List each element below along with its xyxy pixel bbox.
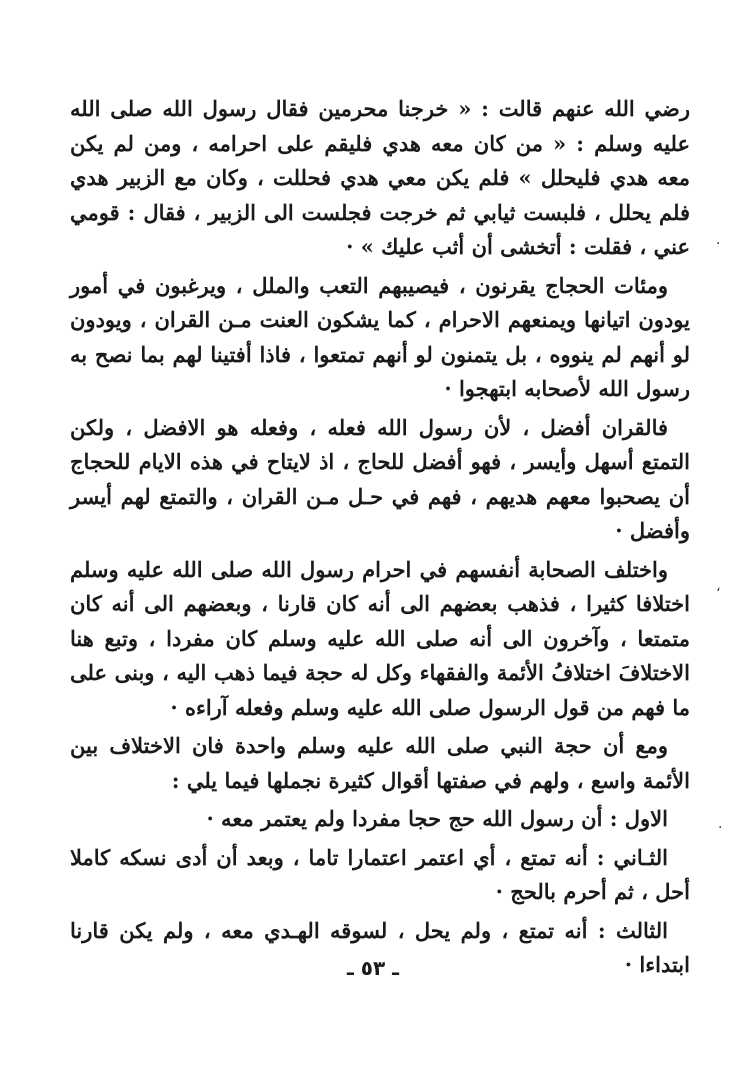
margin-mark: . xyxy=(718,816,723,832)
margin-mark: ، xyxy=(716,579,721,595)
paragraph-6: الاول : أن رسول الله حج حجا مفردا ولم يعتمر معه · xyxy=(206,806,668,831)
paragraph-2: ومئات الحجاج يقرنون ، فيصيبهم التعب والملل ، ويرغبون في أمور يودون اتيانها ويمنعهم الاحرام ، كما يشكون العنت مـن القران ، ويودون لو أنهم لم ينووه ، بل يتمنون لو أنهم تمتعوا ، فاذا أفتينا لهم بما نصح به رسول الله لأصحابه ابتهجوا · xyxy=(70,272,690,401)
margin-mark: . xyxy=(716,232,721,248)
paragraph-8: الثالث : أنه تمتع ، ولم يحل ، لسوقه الهـدي معه ، ولم يكن قارنا ابتداءا · xyxy=(70,917,690,977)
page-number: ـ ٥٣ ـ xyxy=(346,956,400,980)
paragraph-7: الثـاني : أنه تمتع ، أي اعتمر اعتمارا تاما ، وبعد أن أدى نسكه كاملا أحل ، ثم أحرم بالحج · xyxy=(70,844,690,904)
paragraph-4: واختلف الصحابة أنفسهم في احرام رسول الله صلى الله عليه وسلم اختلافا كثيرا ، فذهب بعضهم الى أنه كان قارنا ، وبعضهم الى أنه كان متمتعا ، وآخرون الى أنه صلى الله عليه وسلم كان مفردا ، وتبع هنا الاختلافَ اختلافُ الأئمة والفقهاء وكل له حجة فيما ذهب اليه ، وبنى على ما فهم من قول الرسول صلى الله عليه وسلم وفعله آراءه · xyxy=(70,556,690,720)
paragraph-5: ومع أن حجة النبي صلى الله عليه وسلم واحدة فان الاختلاف بين الأئمة واسع ، ولهم في صفتها أقوال كثيرة نجملها فيما يلي : xyxy=(70,733,690,793)
paragraph-3: فالقران أفضل ، لأن رسول الله فعله ، وفعله هو الافضل ، ولكن التمتع أسهل وأيسر ، فهو أفضل للحاج ، اذ لايتاح في هذه الايام للحجاج أن يصحبوا معهم هديهم ، فهم في حـل مـن القران ، والتمتع لهم أيسر وأفضل · xyxy=(70,414,690,543)
body-text xyxy=(70,92,690,987)
paragraph-1: رضي الله عنهم قالت : « خرجنا محرمين فقال رسول الله صلى الله عليه وسلم : « من كان معه هدي فليقم على احرامه ، ومن لم يكن معه هدي فليحلل » فلم يكن معي هدي فحللت ، وكان مع الزبير هدي فلم يحلل ، فلبست ثيابي ثم خرجت فجلست الى الزبير ، فقال : قومي عني ، فقلت : أتخشى أن أثب عليك » · xyxy=(70,96,690,259)
